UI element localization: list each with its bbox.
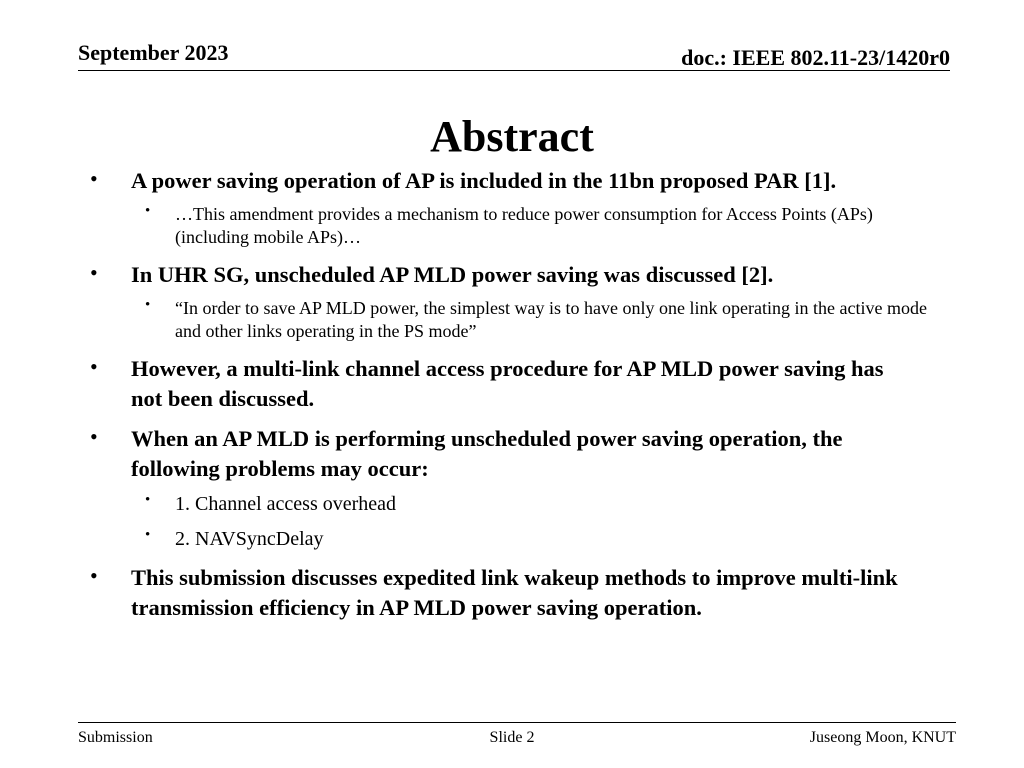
bullet-2-text: In UHR SG, unscheduled AP MLD power saving was discussed [2]. <box>131 262 774 287</box>
sub-bullet-marker: • <box>145 203 151 219</box>
sub-bullet-marker: • <box>145 492 151 508</box>
bullet-marker: • <box>90 166 98 191</box>
bullet-1-sub-1-text: …This amendment provides a mechanism to reduce power consumption for Access Points (APs) (including mobile APs)… <box>175 204 873 247</box>
footer-submission: Submission <box>78 729 153 746</box>
header-rule <box>78 70 950 71</box>
footer-slide-number: Slide 2 <box>489 729 535 746</box>
bullet-4-sub-2-text: 2. NAVSyncDelay <box>175 528 324 550</box>
header-date: September 2023 <box>78 40 229 65</box>
bullet-3-text: However, a multi-link channel access procedure for AP MLD power saving has not been discussed. <box>131 356 884 411</box>
bullet-marker: • <box>90 354 98 379</box>
footer-author: Juseong Moon, KNUT <box>809 729 956 746</box>
bullet-2-sub-1-text: “In order to save AP MLD power, the simplest way is to have only one link operating in the active mode and other links operating in the PS mode” <box>175 298 927 341</box>
bullet-4-text: When an AP MLD is performing unscheduled power saving operation, the following problems may occur: <box>131 426 843 481</box>
sub-bullet-marker: • <box>145 527 151 543</box>
slide-title: Abstract <box>430 112 594 161</box>
bullet-marker: • <box>90 563 98 588</box>
bullet-marker: • <box>90 424 98 449</box>
header-doc-number: doc.: IEEE 802.11-23/1420r0 <box>681 45 950 70</box>
bullet-4-sub-1-text: 1. Channel access overhead <box>175 493 397 515</box>
bullet-marker: • <box>90 260 98 285</box>
bullet-5-text: This submission discusses expedited link wakeup methods to improve multi-link transmission efficiency in AP MLD power saving operation. <box>131 565 898 620</box>
sub-bullet-marker: • <box>145 297 151 313</box>
footer-rule <box>78 722 956 723</box>
bullet-1-text: A power saving operation of AP is included in the 11bn proposed PAR [1]. <box>131 168 837 193</box>
